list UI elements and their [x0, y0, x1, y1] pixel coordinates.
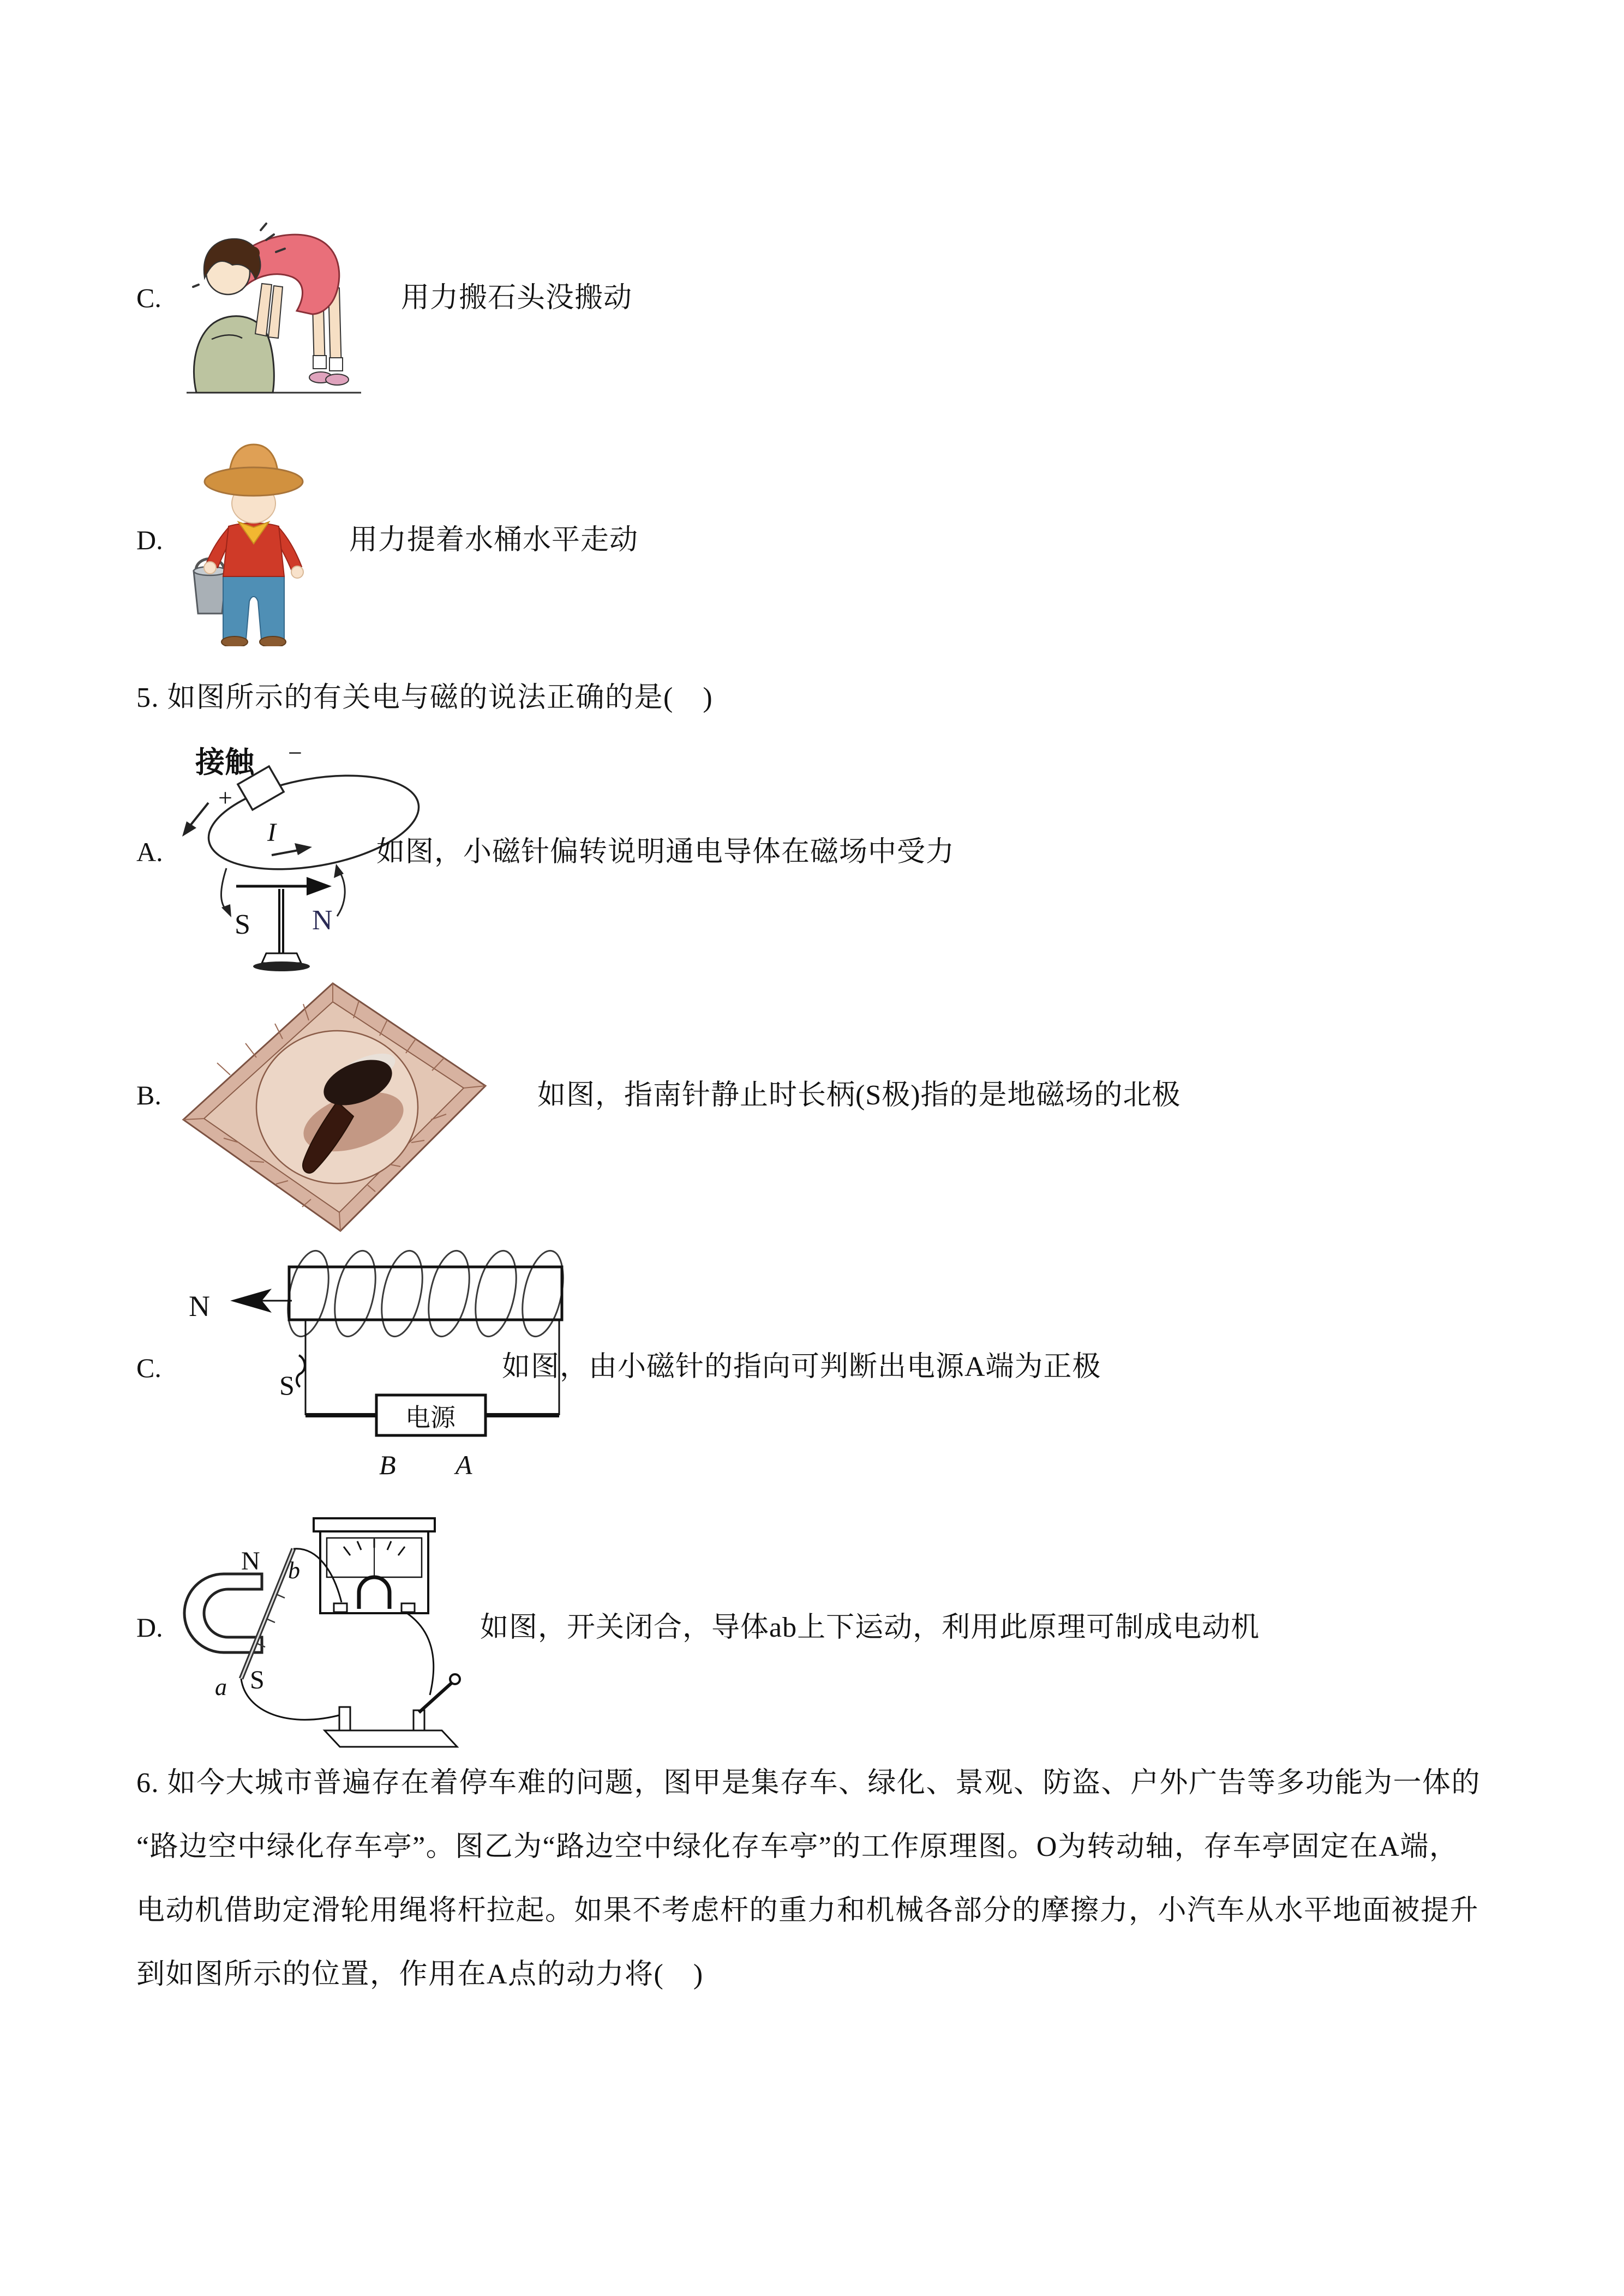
needle-pointer	[230, 1289, 292, 1313]
needle-south-label: S	[279, 1370, 295, 1401]
q6-line-1: 6. 如今大城市普遍存在着停车难的问题，图甲是集存车、绿化、景观、防盗、户外广告等多功能为一体的	[136, 1768, 1481, 1799]
hat-brim	[205, 467, 303, 496]
plus-sign: +	[218, 784, 232, 812]
q5-option-c-label: C.	[136, 1353, 161, 1383]
q5-option-a-caption: 如图，小磁针偏转说明通电导体在磁场中受力	[376, 837, 955, 868]
man-figure	[204, 444, 303, 646]
left-arrow	[182, 821, 196, 837]
galvanometer	[314, 1518, 435, 1613]
horseshoe-magnet	[184, 1574, 262, 1652]
q5-stem: 5. 如图所示的有关电与磁的说法正确的是( )	[136, 682, 714, 713]
current-loop-compass-diagram	[175, 742, 436, 998]
coil-core	[289, 1267, 562, 1320]
current-arrow	[295, 843, 312, 855]
point-a-label: a	[215, 1674, 227, 1700]
q4-option-c-label: C.	[136, 283, 161, 313]
q4-option-c-caption: 用力搬石头没搬动	[401, 283, 633, 314]
q4-option-d-caption: 用力提着水桶水平走动	[349, 525, 639, 556]
q5-option-a-label: A.	[136, 837, 163, 867]
terminal-b-label: B	[379, 1450, 396, 1480]
south-pole-label: S	[235, 909, 250, 940]
contact-label: 接触	[195, 746, 254, 779]
q6-line-3: 电动机借助定滑轮用绳将杆拉起。如果不考虑杆的重力和机械各部分的摩擦力，小汽车从水平地面被提升	[136, 1895, 1479, 1926]
man-carrying-bucket-illustration	[172, 428, 335, 646]
q6-line-2: “路边空中绿化存车亭”。图乙为“路边空中绿化存车亭”的工作原理图。O为转动轴，存车亭固定在A端，	[136, 1831, 1459, 1862]
magnet-galvanometer-diagram	[158, 1515, 464, 1750]
minus-sign: −	[288, 742, 302, 767]
north-pole-label: N	[312, 905, 333, 936]
magnet-south-label: S	[250, 1666, 265, 1694]
switch-hook	[297, 1355, 305, 1387]
compass-needle	[221, 864, 345, 971]
q6-line-4: 到如图所示的位置，作用在A点的动力将( )	[136, 1959, 704, 1990]
point-b-label: b	[288, 1557, 300, 1584]
sinan-compass-photo	[173, 979, 495, 1235]
power-source-label: 电源	[405, 1404, 456, 1432]
q5-option-b-label: B.	[136, 1080, 161, 1110]
terminal-a-label: A	[456, 1450, 472, 1480]
q4-option-d-label: D.	[136, 525, 163, 555]
q5-option-d-label: D.	[136, 1612, 163, 1643]
q5-option-c-caption: 如图，由小磁针的指向可判断出电源A端为正极	[502, 1351, 1101, 1383]
magnet-north-label: N	[241, 1547, 260, 1576]
needle-north-label: N	[189, 1290, 210, 1323]
q5-option-b-caption: 如图，指南针静止时长柄(S极)指的是地磁场的北极	[537, 1080, 1181, 1111]
knife-switch	[325, 1674, 460, 1747]
coil-windings	[281, 1247, 570, 1341]
girl-lifting-stone-illustration	[180, 202, 365, 398]
q5-option-d-caption: 如图，开关闭合，导体ab上下运动，利用此原理可制成电动机	[480, 1612, 1260, 1643]
current-label: I	[267, 818, 276, 847]
